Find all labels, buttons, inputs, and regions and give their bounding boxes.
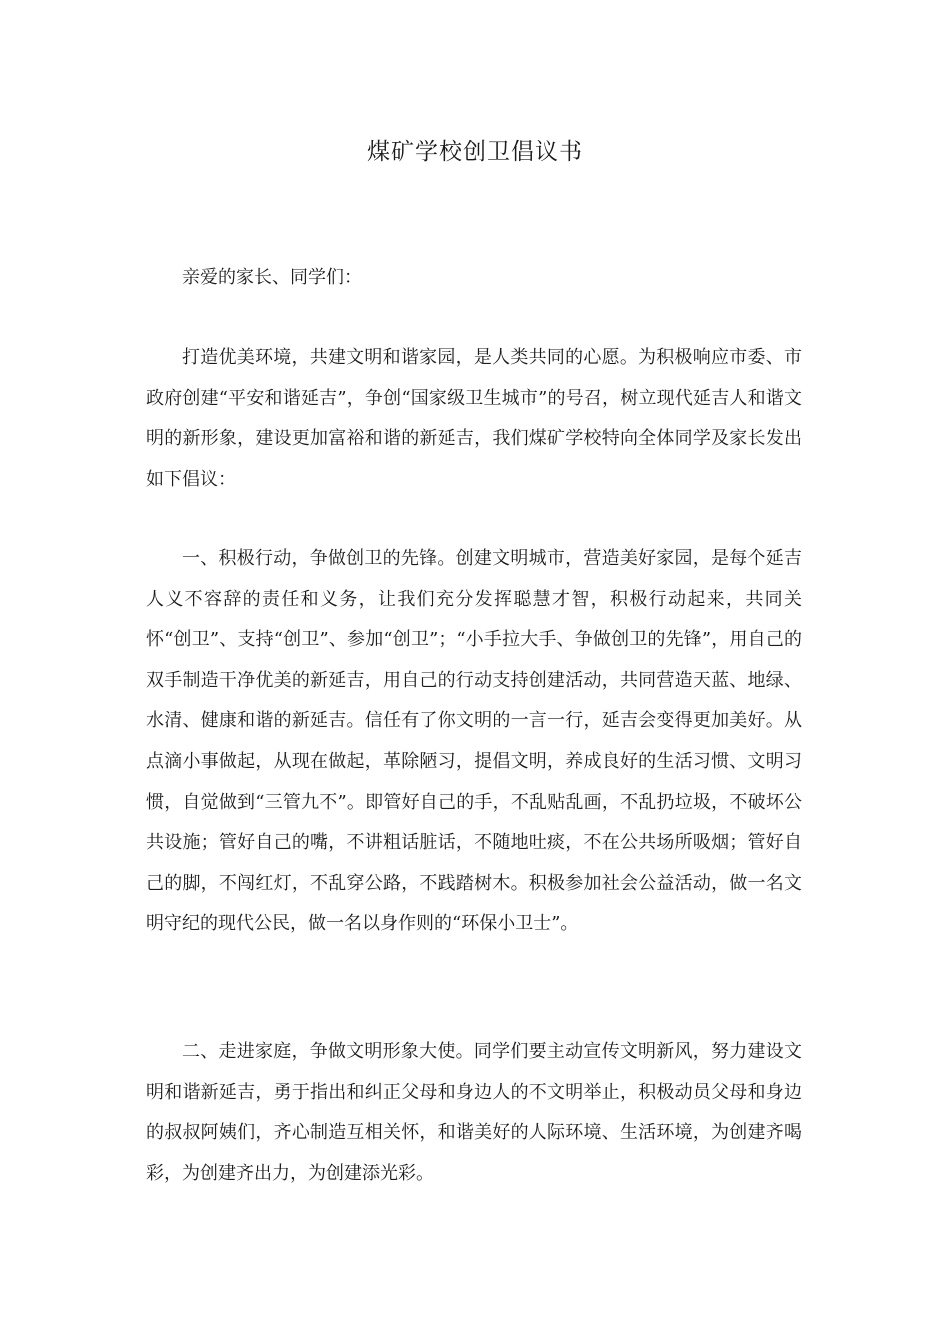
salutation: 亲爱的家长、同学们：: [182, 267, 362, 288]
paragraph-proposal-one: 一、积极行动，争做创卫的先锋。创建文明城市，营造美好家园，是每个延吉人义不容辞的责任和义务，让我们充分发挥聪慧才智，积极行动起来，共同关怀“创卫”、支持“创卫”、参加“创卫”；“小手拉大手、争做创卫的先锋”，用自己的双手制造干净优美的新延吉，用自己的行动支持创建活动，共同营造天蓝、地绿、水清、健康和谐的新延吉。信任有了你文明的一言一行，延吉会变得更加美好。从点滴小事做起，从现在做起，革除陋习，提倡文明，养成良好的生活习惯、文明习惯，自觉做到“三管九不”。即管好自己的手，不乱贴乱画，不乱扔垃圾，不破坏公共设施；管好自己的嘴，不讲粗话脏话，不随地吐痰，不在公共场所吸烟；管好自己的脚，不闯红灯，不乱穿公路，不践踏树木。积极参加社会公益活动，做一名文明守纪的现代公民，做一名以身作则的“环保小卫士”。: [146, 548, 802, 935]
paragraph-proposal-two: 二、走进家庭，争做文明形象大使。同学们要主动宣传文明新风，努力建设文明和谐新延吉，勇于指出和纠正父母和身边人的不文明举止，积极动员父母和身边的叔叔阿姨们，齐心制造互相关怀，和谐美好的人际环境、生活环境，为创建齐喝彩，为创建齐出力，为创建添光彩。: [146, 1041, 802, 1184]
document-title: 煤矿学校创卫倡议书: [367, 139, 583, 165]
paragraph-intro: 打造优美环境，共建文明和谐家园，是人类共同的心愿。为积极响应市委、市政府创建“平安和谐延吉”，争创“国家级卫生城市”的号召，树立现代延吉人和谐文明的新形象，建设更加富裕和谐的新延吉，我们煤矿学校特向全体同学及家长发出如下倡议：: [146, 347, 802, 490]
